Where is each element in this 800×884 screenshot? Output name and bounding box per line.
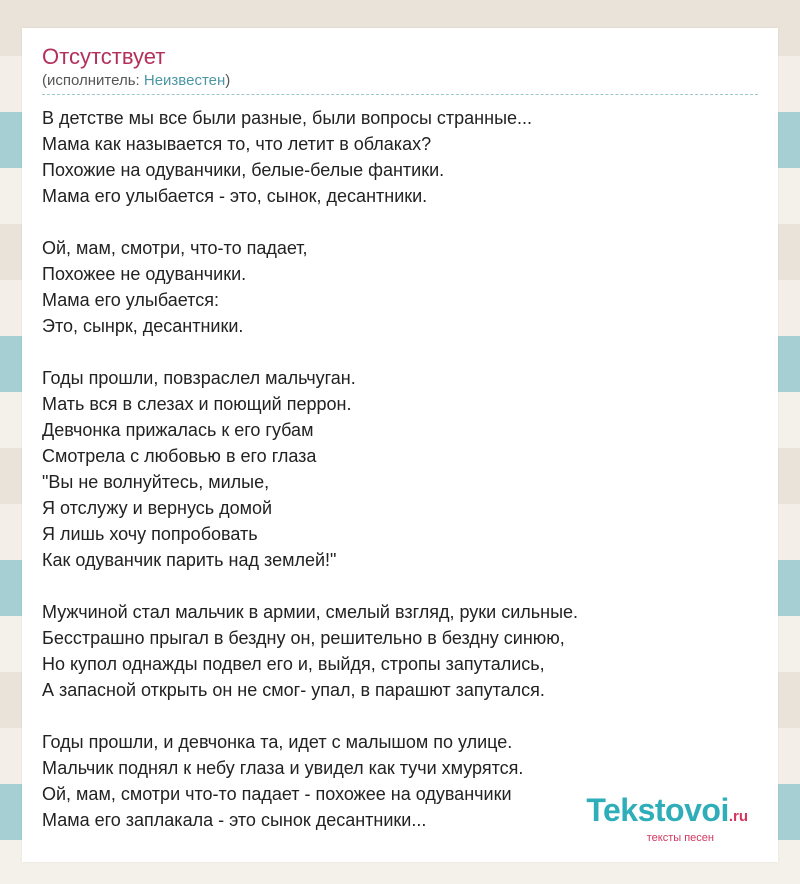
artist-suffix: ) bbox=[225, 72, 231, 89]
lyric-line: Мужчиной стал мальчик в армии, смелый взгляд, руки сильные. bbox=[42, 602, 579, 622]
stanza bbox=[42, 365, 762, 573]
lyric-line: Но купол однажды подвел его и, выйдя, стропы запутались, bbox=[42, 654, 545, 674]
lyric-line: "Вы не волнуйтесь, милые, bbox=[42, 472, 270, 492]
logo-name: Tekstovoi bbox=[586, 792, 729, 828]
lyric-line: Это, сынрк, десантники. bbox=[42, 316, 244, 336]
lyric-line: Мать вся в слезах и поющий перрон. bbox=[42, 394, 352, 414]
lyric-line: А запасной открыть он не смог- упал, в парашют запутался. bbox=[42, 680, 545, 700]
stanza bbox=[42, 105, 762, 209]
lyrics-card bbox=[22, 28, 778, 862]
lyric-line: В детстве мы все были разные, были вопросы странные... bbox=[42, 108, 533, 128]
lyrics-text bbox=[42, 105, 762, 833]
lyric-line: Ой, мам, смотри, что-то падает, bbox=[42, 238, 308, 258]
lyric-line: Годы прошли, и девчонка та, идет с малышом по улице. bbox=[42, 732, 513, 752]
logo-tld: .ru bbox=[728, 808, 748, 825]
divider bbox=[42, 94, 758, 95]
lyric-line: Мама его улыбается - это, сынок, десантники. bbox=[42, 186, 428, 206]
lyric-line: Годы прошли, повзраслел мальчуган. bbox=[42, 368, 356, 388]
artist-line bbox=[42, 72, 230, 90]
stanza bbox=[42, 599, 762, 703]
lyric-line: Я лишь хочу попробовать bbox=[42, 524, 258, 544]
lyric-line: Ой, мам, смотри что-то падает - похожее на одуванчики bbox=[42, 784, 512, 804]
lyric-line: Мама его заплакала - это сынок десантники... bbox=[42, 810, 427, 830]
lyric-line: Мама как называется то, что летит в облаках? bbox=[42, 134, 432, 154]
lyric-line: Я отслужу и вернусь домой bbox=[42, 498, 273, 518]
logo-wordmark bbox=[586, 793, 748, 834]
lyric-line: Похожее не одуванчики. bbox=[42, 264, 247, 284]
lyric-line: Мальчик поднял к небу глаза и увидел как тучи хмурятся. bbox=[42, 758, 524, 778]
lyric-line: Бесстрашно прыгал в бездну он, решительно в бездну синюю, bbox=[42, 628, 565, 648]
artist-link[interactable]: Неизвестен bbox=[143, 72, 226, 89]
artist-prefix: (исполнитель: bbox=[42, 72, 144, 89]
lyric-line: Девчонка прижалась к его губам bbox=[42, 420, 314, 440]
site-logo[interactable] bbox=[586, 793, 748, 844]
lyric-line: Мама его улыбается: bbox=[42, 290, 219, 310]
stanza bbox=[42, 235, 762, 339]
lyric-line: Как одуванчик парить над землей!" bbox=[42, 550, 337, 570]
logo-tagline: тексты песен bbox=[646, 832, 714, 844]
song-title: Отсутствует bbox=[42, 44, 166, 69]
lyric-line: Смотрела с любовью в его глаза bbox=[42, 446, 317, 466]
lyric-line: Похожие на одуванчики, белые-белые фантики. bbox=[42, 160, 445, 180]
